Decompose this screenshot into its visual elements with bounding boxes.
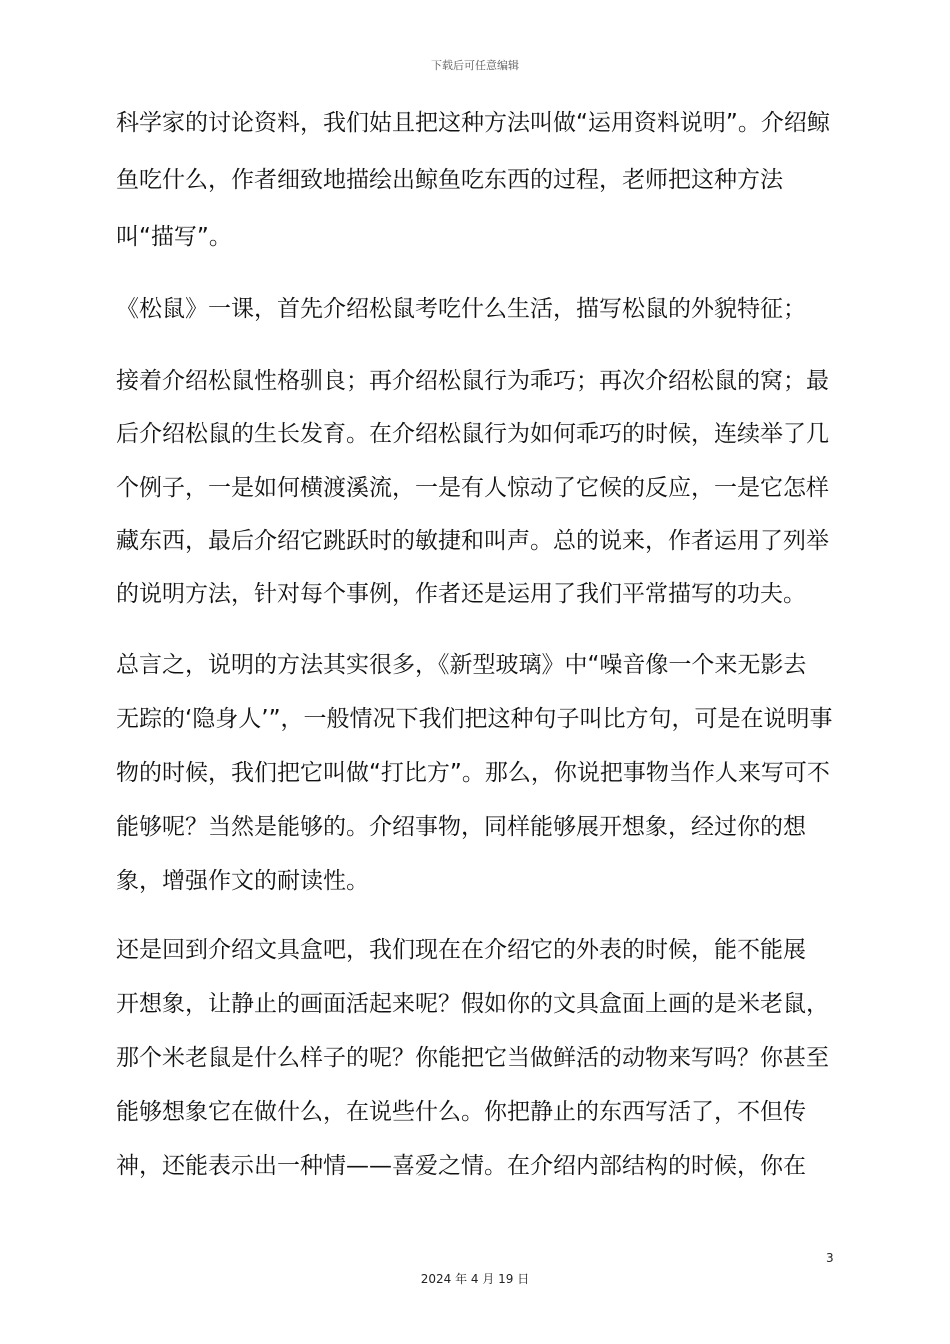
text-line: 叫“描写”。 bbox=[116, 224, 232, 250]
text-line: 能够想象它在做什么，在说些什么。你把静止的东西写活了，不但传 bbox=[116, 1099, 806, 1125]
text-line: 接着介绍松鼠性格驯良；再介绍松鼠行为乖巧；再次介绍松鼠的窝；最 bbox=[116, 368, 829, 394]
text-line: 还是回到介绍文具盒吧，我们现在在介绍它的外表的时候，能不能展 bbox=[116, 937, 806, 963]
text-line: 的说明方法，针对每个事例，作者还是运用了我们平常描写的功夫。 bbox=[116, 581, 806, 607]
text-line: 后介绍松鼠的生长发育。在介绍松鼠行为如何乖巧的时候，连续举了几 bbox=[116, 421, 829, 447]
footer-date: 2024 年 4 月 19 日 bbox=[420, 1272, 530, 1286]
text-line: 神，还能表示出一种情——喜爱之情。在介绍内部结构的时候，你在 bbox=[116, 1153, 806, 1179]
text-line: 个例子，一是如何横渡溪流，一是有人惊动了它候的反应，一是它怎样 bbox=[116, 475, 829, 501]
text-line: 鱼吃什么，作者细致地描绘出鲸鱼吃东西的过程，老师把这种方法 bbox=[116, 167, 783, 193]
page-number: 3 bbox=[826, 1251, 834, 1265]
text-line: 无踪的‘隐身人’”，一般情况下我们把这种句子叫比方句，可是在说明事 bbox=[116, 706, 833, 732]
text-line: 开想象，让静止的画面活起来呢？假如你的文具盒面上画的是米老鼠， bbox=[116, 991, 829, 1017]
text-line: 物的时候，我们把它叫做“打比方”。那么，你说把事物当作人来写可不 bbox=[116, 760, 830, 786]
page-header: 下载后可任意编辑 bbox=[431, 59, 519, 72]
text-line: 科学家的讨论资料，我们姑且把这种方法叫做“运用资料说明”。介绍鲸 bbox=[116, 110, 830, 136]
text-line: 藏东西，最后介绍它跳跃时的敏捷和叫声。总的说来，作者运用了列举 bbox=[116, 528, 829, 554]
text-line: 象，增强作文的耐读性。 bbox=[116, 868, 369, 894]
text-line: 那个米老鼠是什么样子的呢？你能把它当做鲜活的动物来写吗？你甚至 bbox=[116, 1045, 829, 1071]
text-line: 《松鼠》一课，首先介绍松鼠考吃什么生活，描写松鼠的外貌特征； bbox=[116, 296, 806, 322]
text-line: 能够呢？当然是能够的。介绍事物，同样能够展开想象，经过你的想 bbox=[116, 814, 806, 840]
text-line: 总言之，说明的方法其实很多，《新型玻璃》中“噪音像一个来无影去 bbox=[116, 652, 807, 678]
